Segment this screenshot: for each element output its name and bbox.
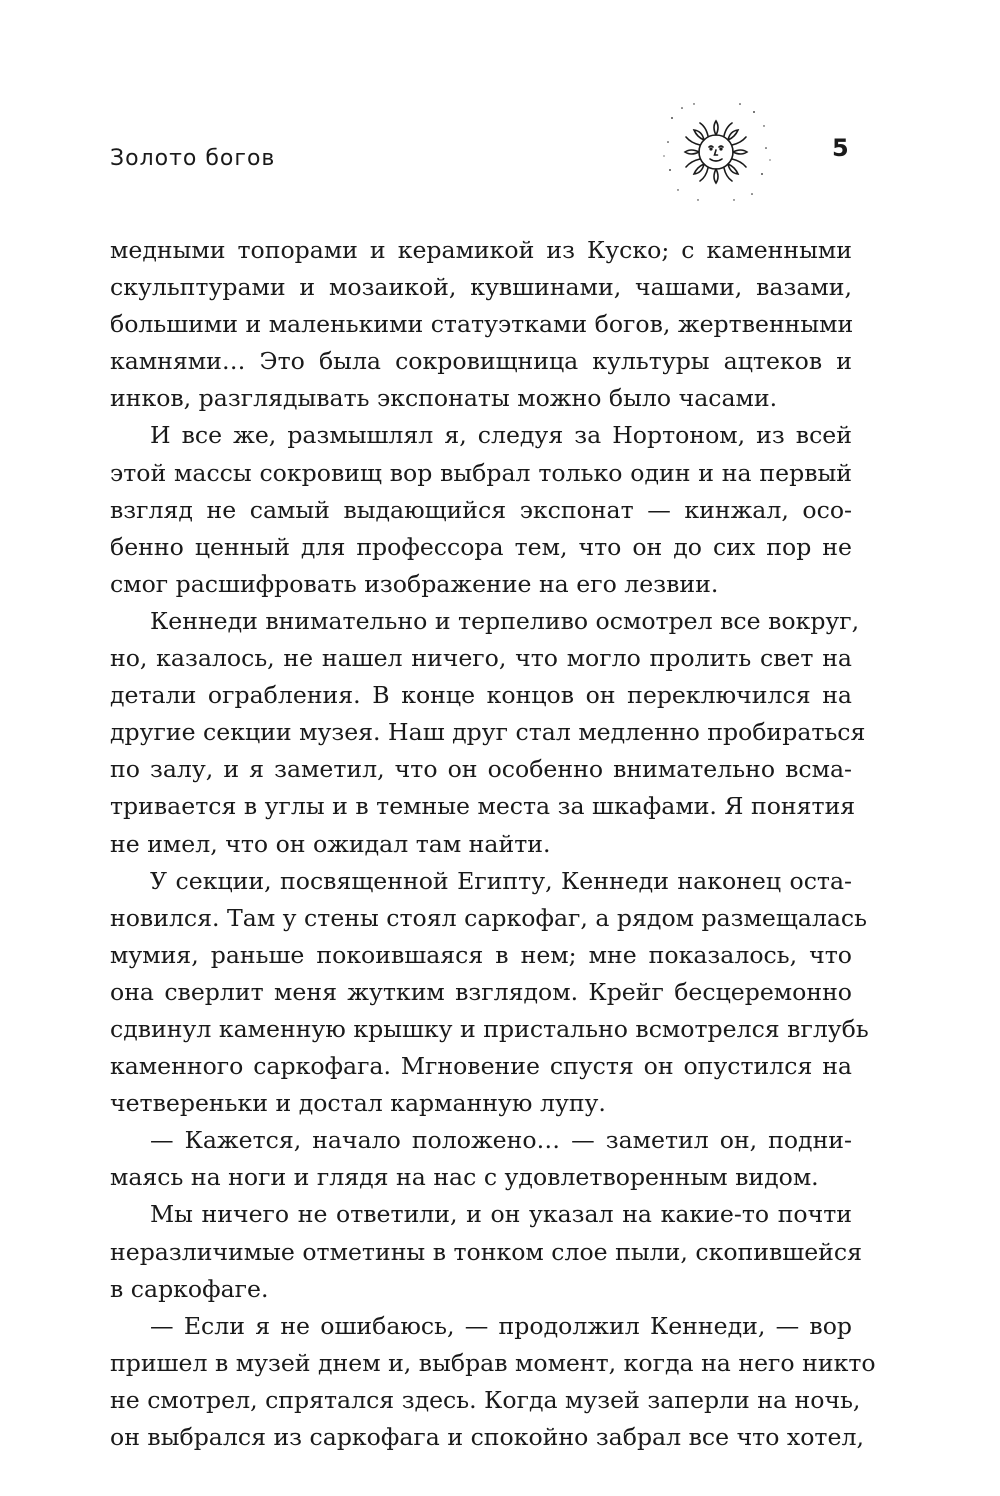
- paragraph: [110, 417, 852, 602]
- text-line: каменного саркофага. Мгновение спустя он опустился на: [110, 1052, 852, 1081]
- text-line: он выбрался из саркофага и спокойно забрал все что хотел,: [110, 1423, 864, 1451]
- text-line: взгляд не самый выдающийся экспонат — кинжал, осо-: [110, 495, 852, 524]
- text-line: И все же, размышлял я, следуя за Нортоном, из всей: [150, 421, 852, 450]
- body-text: [110, 232, 876, 1456]
- text-line: сдвинул каменную крышку и пристально всмотрелся вглубь: [110, 1014, 869, 1043]
- running-head-title: Золото богов: [110, 146, 276, 171]
- text-line: бенно ценный для профессора тем, что он до сих пор не: [110, 532, 852, 561]
- text-line: пришел в музей днем и, выбрав момент, когда на него никто: [110, 1348, 876, 1377]
- paragraph: [110, 603, 866, 863]
- text-line: маясь на ноги и глядя на нас с удовлетворенным видом.: [110, 1163, 819, 1192]
- text-line: она сверлит меня жутким взглядом. Крейг бесцеремонно: [110, 977, 852, 1006]
- text-line: Кеннеди внимательно и терпеливо осмотрел все вокруг,: [150, 606, 860, 635]
- text-line: в саркофаге.: [110, 1274, 269, 1303]
- text-line: не смотрел, спрятался здесь. Когда музей заперли на ночь,: [110, 1385, 861, 1414]
- text-line: этой массы сокровищ вор выбрал только один и на первый: [110, 458, 852, 487]
- text-line: тривается в углы и в темные места за шкафами. Я понятия: [110, 792, 856, 821]
- page-number: 5: [832, 134, 849, 162]
- text-line: У секции, посвященной Египту, Кеннеди наконец оста-: [150, 866, 852, 895]
- text-line: Мы ничего не ответили, и он указал на какие-то почти: [150, 1200, 852, 1229]
- paragraph: [110, 1308, 876, 1456]
- paragraph: [110, 232, 852, 417]
- text-line: но, казалось, не нашел ничего, что могло пролить свет на: [110, 644, 852, 673]
- text-line: — Если я не ошибаюсь, — продолжил Кеннеди, — вор: [150, 1311, 852, 1340]
- text-line: детали ограбления. В конце концов он переключился на: [110, 681, 852, 710]
- text-line: скульптурами и мозаикой, кувшинами, чашами, вазами,: [110, 273, 852, 302]
- text-line: четвереньки и достал карманную лупу.: [110, 1089, 606, 1118]
- text-line: не имел, что он ожидал там найти.: [110, 829, 551, 858]
- sun-face-icon: [660, 98, 772, 206]
- text-line: неразличимые отметины в тонком слое пыли, скопившейся: [110, 1237, 862, 1266]
- text-line: смог расшифровать изображение на его лезвии.: [110, 569, 719, 598]
- text-line: медными топорами и керамикой из Куско; с каменными: [110, 236, 852, 264]
- text-line: камнями… Это была сокровищница культуры ацтеков и: [110, 347, 852, 376]
- text-line: большими и маленькими статуэтками богов, жертвенными: [110, 310, 854, 339]
- text-line: мумия, раньше покоившаяся в нем; мне показалось, что: [110, 940, 852, 969]
- paragraph: [110, 863, 869, 1123]
- text-line: новился. Там у стены стоял саркофаг, а рядом размещалась: [110, 903, 867, 932]
- text-line: другие секции музея. Наш друг стал медленно пробираться: [110, 718, 866, 747]
- paragraph: [110, 1122, 852, 1196]
- paragraph: [110, 1196, 862, 1307]
- text-line: инков, разглядывать экспонаты можно было часами.: [110, 384, 778, 413]
- text-line: — Кажется, начало положено… — заметил он, подни-: [150, 1126, 852, 1155]
- text-line: по залу, и я заметил, что он особенно внимательно всма-: [110, 755, 852, 784]
